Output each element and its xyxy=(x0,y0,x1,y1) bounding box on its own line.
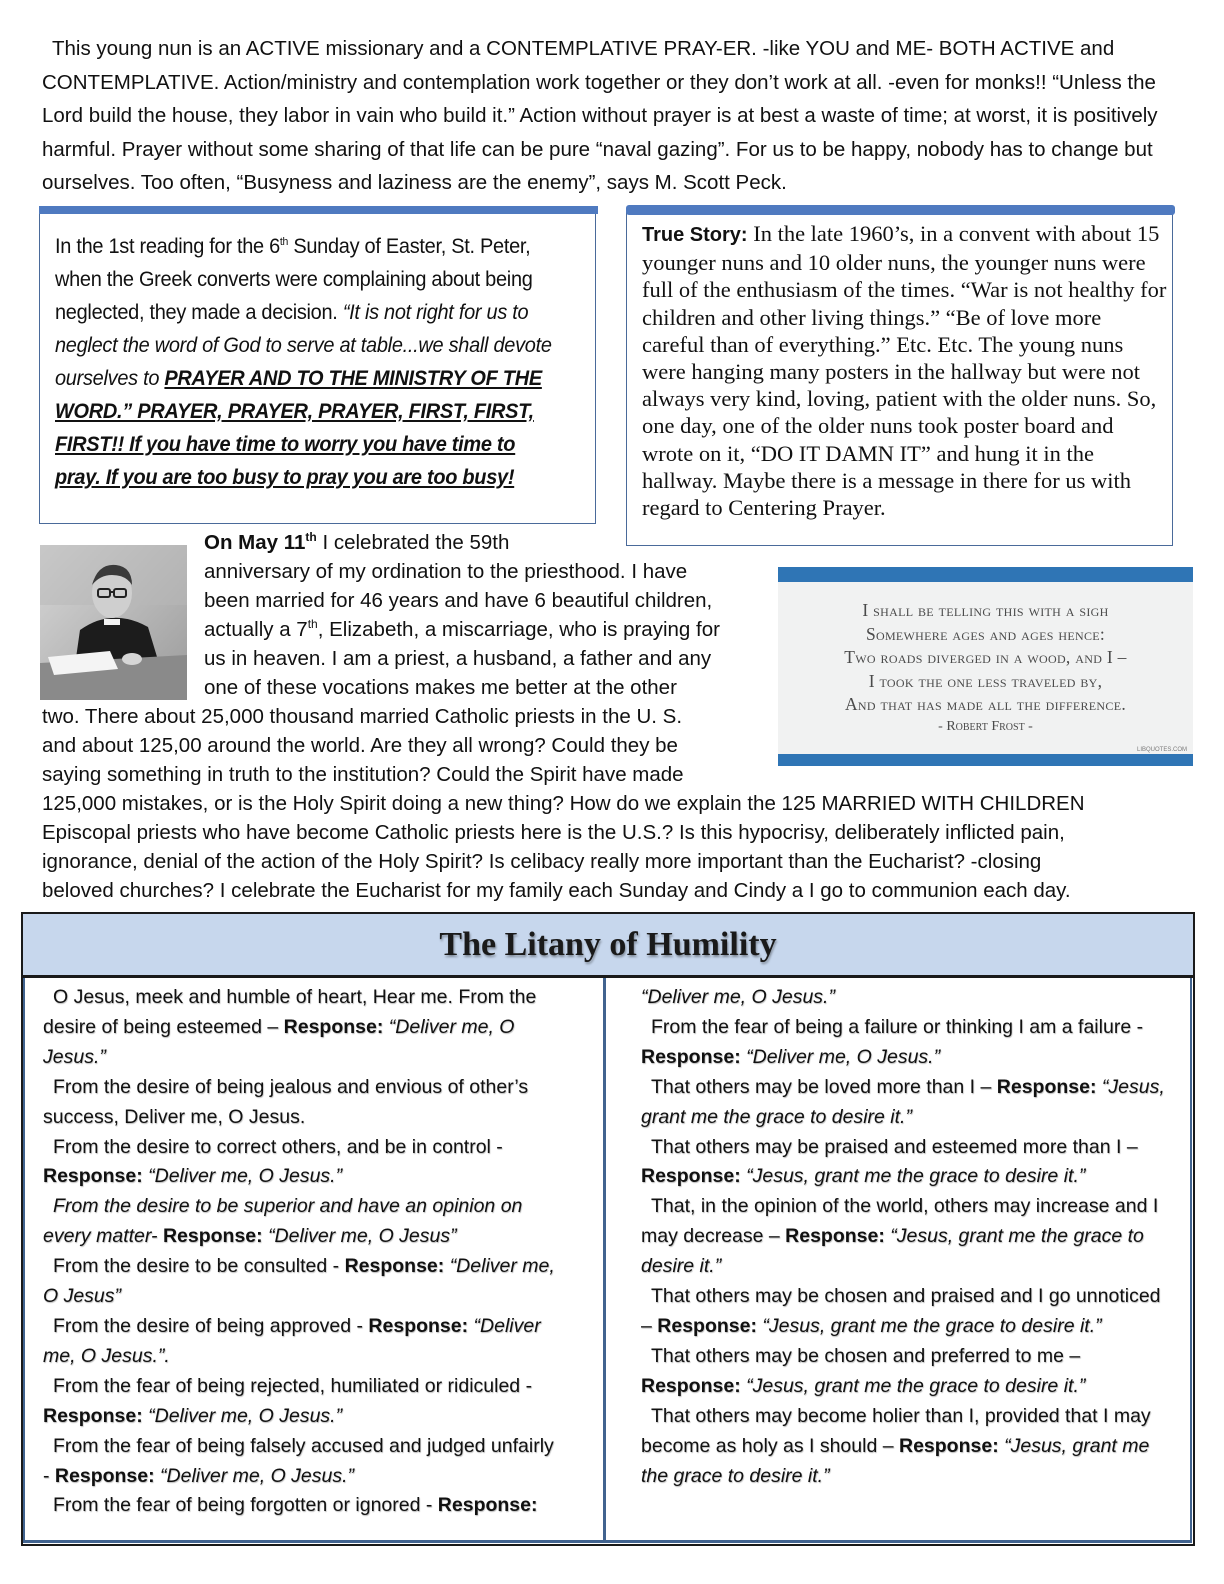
response-label: Response: xyxy=(162,1225,263,1248)
litany-invocation xyxy=(641,1073,1171,1133)
reading-text xyxy=(55,226,559,494)
intro-paragraph xyxy=(42,32,1182,200)
litany-invocation xyxy=(43,1432,563,1492)
litany-invocation xyxy=(641,1342,1171,1402)
response-label: Response: xyxy=(43,1165,143,1188)
story-body: In the late 1960’s, in a convent with about 15 younger nuns and 10 older nuns, the younger nuns were full of the enthusiasm of the times. “War is not healthy for children and other living things.” “Be of love more careful than of everything.” Etc. Etc. The young nuns were hanging many posters in the hallway but were not always very kind, loving, patient with the older nuns. So, one day, one of the older nuns took poster board and wrote on it, “DO IT DAMN IT” and hung it in the hallway. Maybe there is a message in there for us with regard to Centering Prayer. xyxy=(642,221,1167,521)
litany-right-column xyxy=(606,978,1192,1543)
quote-watermark: LIBQUOTES.COM xyxy=(1136,747,1187,753)
invocation-text: That others may be praised and esteemed more than I – xyxy=(651,1135,1138,1158)
litany-invocation xyxy=(43,1491,563,1521)
litany-invocation xyxy=(641,1013,1171,1073)
reading-quote-emphasis: PRAYER AND TO THE MINISTRY OF THE WORD.” PRAYER, PRAYER, PRAYER, FIRST, FIRST, FIRST!! If you have time to worry you have time to pray. If you are too busy to pray you are too busy! xyxy=(55,367,542,489)
response-text: “Deliver me, O Jesus.” xyxy=(641,986,835,1008)
frost-quote-image xyxy=(778,567,1193,766)
ordination-lead: On May 11th xyxy=(204,530,317,554)
response-label: Response: xyxy=(641,1045,741,1068)
quote-author: - Robert Frost - xyxy=(938,719,1033,734)
quote-line: Two roads diverged in a wood, and I – xyxy=(844,647,1127,667)
litany-right-text xyxy=(641,983,1171,1491)
intro-text: This young nun is an ACTIVE missionary and a CONTEMPLATIVE PRAY-ER. -like YOU and ME- BOTH ACTIVE and CONTEMPLATIVE. Action/ministry and contemplation work together or they don’t work at all. -even for monks!! “Unless the Lord build the house, they labor in vain who build it.” Action without prayer is at best a waste of time; at worst, it is positively harmful. Prayer without some sharing of that life can be pure “naval gazing”. For us to be happy, nobody has to change but ourselves. Too often, “Busyness and laziness are the enemy”, says M. Scott Peck. xyxy=(42,37,1158,194)
litany-section xyxy=(21,912,1195,1546)
quote-top-bar xyxy=(778,567,1193,582)
litany-invocation xyxy=(43,1192,563,1252)
response-text: “Deliver me, O Jesus.”. xyxy=(43,1314,541,1367)
response-text: “Deliver me, O Jesus” xyxy=(43,1255,555,1308)
invocation-text: From the desire of being approved - xyxy=(53,1314,369,1337)
invocation-text: From the fear of being a failure or thinking I am a failure - xyxy=(651,1015,1144,1038)
reading-p1b: Sunday of Easter, St. Peter, when the Greek converts were complaining about being neglected, they made a decision. xyxy=(55,235,533,324)
response-text: “Jesus, grant me the grace to desire it.” xyxy=(746,1374,1086,1397)
story-box-accent-bar xyxy=(626,205,1175,215)
reading-callout-box xyxy=(39,209,596,524)
quote-line: Somewhere ages and ages hence: xyxy=(865,623,1106,644)
quote-line: I shall be telling this with a sigh xyxy=(862,600,1109,620)
response-text: “Deliver me, O Jesus” xyxy=(268,1225,457,1248)
response-text: “Deliver me, O Jesus.” xyxy=(148,1165,343,1188)
ordination-line-6: one of these vocations makes me better at the other xyxy=(204,676,677,699)
response-text: “Deliver me, O Jesus.” xyxy=(43,1015,515,1068)
response-label: Response: xyxy=(368,1314,469,1337)
response-label: Response: xyxy=(344,1255,445,1278)
ordination-line-13: beloved churches? I celebrate the Eucharist for my family each Sunday and Cindy a I go to communion each day. xyxy=(42,879,1071,902)
true-story-box xyxy=(626,209,1173,546)
response-label: Response: xyxy=(785,1225,885,1248)
ordination-line-7: two. There about 25,000 thousand married Catholic priests in the U. S. xyxy=(42,705,683,728)
invocation-text: From the desire to be superior and have an opinion on every matter- xyxy=(43,1195,523,1248)
invocation-text: That others may be loved more than I – xyxy=(651,1075,997,1098)
ordination-line-1: On May 11th I celebrated the 59th xyxy=(204,530,510,554)
litany-invocation xyxy=(43,1312,563,1372)
litany-invocation xyxy=(43,983,563,1073)
invocation-text: O Jesus, meek and humble of heart, Hear me. From the desire of being esteemed – xyxy=(43,986,537,1038)
reading-box-accent-bar xyxy=(39,206,598,214)
response-text: “Deliver me, O Jesus.” xyxy=(148,1404,343,1427)
invocation-text: From the desire to be consulted - xyxy=(53,1255,345,1278)
response-label: Response: xyxy=(641,1374,741,1397)
litany-continued-response xyxy=(641,983,1171,1013)
reading-p1a: In the 1st reading for the 6 xyxy=(55,235,280,258)
quote-lines xyxy=(778,599,1193,717)
ordination-line-3: been married for 46 years and have 6 beautiful children, xyxy=(204,589,713,612)
ordination-line-9: saying something in truth to the institution? Could the Spirit have made xyxy=(42,763,684,786)
litany-header xyxy=(23,914,1193,978)
litany-left-text xyxy=(43,983,563,1521)
reading-p1-sup: th xyxy=(279,236,289,248)
story-text xyxy=(642,220,1167,521)
litany-invocation xyxy=(641,1133,1171,1193)
response-label: Response: xyxy=(437,1494,538,1517)
quote-line: I took the one less traveled by, xyxy=(868,670,1103,691)
response-text: “Jesus, grant me the grace to desire it.” xyxy=(641,1434,1150,1487)
ordination-line-11: Episcopal priests who have become Catholic priests here is the U.S.? Is this hypocrisy, deliberately inflicted pain, xyxy=(42,821,1065,844)
invocation-text: That others may be chosen and preferred to me – xyxy=(651,1344,1081,1367)
story-lead: True Story: xyxy=(642,224,748,246)
litany-invocation xyxy=(43,1252,563,1312)
response-label: Response: xyxy=(899,1434,999,1457)
quote-line: And that has made all the difference. xyxy=(844,694,1127,714)
litany-invocation xyxy=(43,1073,563,1133)
reading-quote-italic: “It is not right for us to neglect the word of God to serve at table...we shall devote ourselves to xyxy=(55,301,552,390)
invocation-text: That others may become holier than I, provided that I may become as holy as I should – xyxy=(641,1404,1151,1457)
response-label: Response: xyxy=(43,1404,143,1427)
invocation-text: From the desire to correct others, and be in control - xyxy=(53,1135,503,1158)
litany-invocation xyxy=(641,1192,1171,1282)
litany-left-column xyxy=(23,978,606,1543)
response-text: “Jesus, grant me the grace to desire it.” xyxy=(641,1225,1144,1278)
response-text: “Jesus, grant me the grace to desire it.” xyxy=(746,1165,1086,1188)
invocation-text: That, in the opinion of the world, others may increase and I may decrease – xyxy=(641,1195,1159,1248)
response-text: “Deliver me, O Jesus.” xyxy=(746,1045,941,1068)
ordination-line-12: ignorance, denial of the action of the Holy Spirit? Is celibacy really more important than the Eucharist? -closing xyxy=(42,850,1042,873)
ordination-line-2: anniversary of my ordination to the priesthood. I have xyxy=(204,560,688,583)
litany-invocation xyxy=(43,1372,563,1432)
quote-bottom-bar xyxy=(778,754,1193,766)
response-text: “Deliver me, O Jesus.” xyxy=(160,1464,354,1487)
invocation-text: From the desire of being jealous and envious of other’s success, Deliver me, O Jesus. xyxy=(43,1075,529,1128)
invocation-text: From the fear of being rejected, humiliated or ridiculed - xyxy=(53,1374,533,1397)
litany-invocation xyxy=(641,1402,1171,1492)
response-label: Response: xyxy=(283,1015,384,1038)
invocation-text: That others may be chosen and praised and I go unnoticed – xyxy=(641,1285,1161,1337)
response-label: Response: xyxy=(996,1075,1097,1098)
response-label: Response: xyxy=(54,1464,155,1487)
ordination-line-10: 125,000 mistakes, or is the Holy Spirit doing a new thing? How do we explain the 125 MARRIED WITH CHILDREN xyxy=(42,792,1085,815)
response-label: Response: xyxy=(657,1314,757,1337)
ordination-line-4: actually a 7th, Elizabeth, a miscarriage, who is praying for xyxy=(204,617,720,641)
litany-invocation xyxy=(43,1133,563,1193)
response-text: “Jesus, grant me the grace to desire it.” xyxy=(762,1314,1102,1337)
litany-invocation xyxy=(641,1282,1171,1342)
litany-title: The Litany of Humility xyxy=(439,926,777,963)
invocation-text: From the fear of being falsely accused and judged unfairly - xyxy=(43,1434,554,1487)
response-label: Response: xyxy=(641,1165,741,1188)
ordination-line-5: us in heaven. I am a priest, a husband, a father and any xyxy=(204,647,712,670)
ordination-line-8: and about 125,00 around the world. Are they all wrong? Could they be xyxy=(42,734,678,757)
response-text: “Jesus, grant me the grace to desire it.” xyxy=(641,1075,1165,1128)
invocation-text: From the fear of being forgotten or ignored - xyxy=(53,1494,438,1517)
